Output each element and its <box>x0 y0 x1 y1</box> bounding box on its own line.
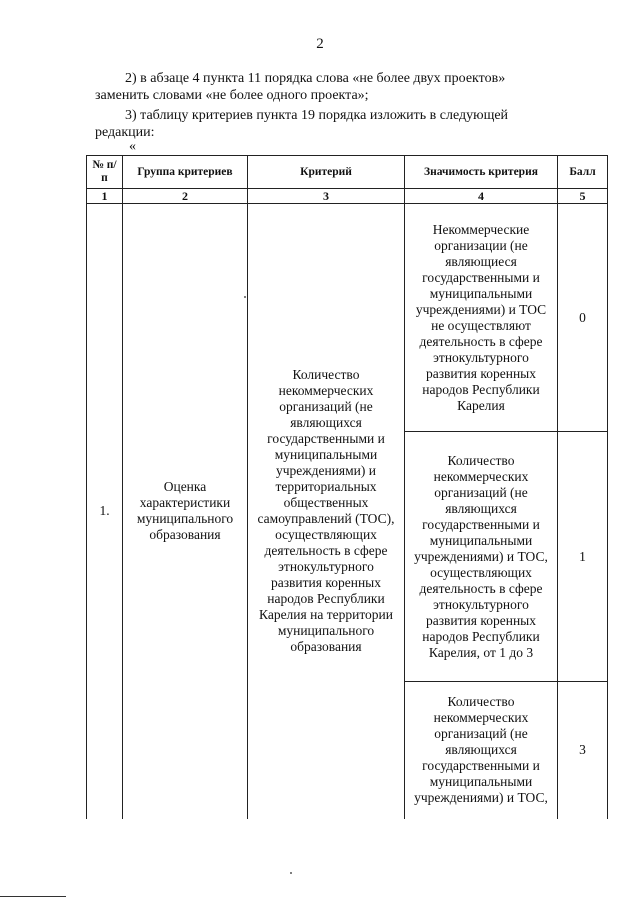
header-group: Группа критериев <box>123 156 248 189</box>
score-cell: 1 <box>558 432 608 682</box>
column-number: 5 <box>558 189 608 204</box>
criteria-group: Оценка характеристики муниципального образования <box>123 204 248 819</box>
paragraph-line: заменить словами «не более одного проекта»; <box>95 88 369 103</box>
paragraph-line: 3) таблицу критериев пункта 19 порядка изложить в следующей <box>125 108 509 123</box>
paragraph-line: 2) в абзаце 4 пункта 11 порядка слова «не более двух проектов» <box>125 71 506 86</box>
footnote-rule <box>0 896 66 897</box>
paragraph-line: редакции: <box>95 125 155 140</box>
column-number: 3 <box>248 189 405 204</box>
significance-cell: Количество некоммерческих организаций (не являющихся государственными и муниципальными учреждениями) и ТОС, осуществляющих деятельность в сфере этнокультурного развития коренных народов Республики Карелия, от 1 до 3 <box>405 432 558 682</box>
header-number: № п/п <box>87 156 123 189</box>
scan-speck <box>290 872 292 874</box>
table-header-row <box>87 156 608 189</box>
header-score: Балл <box>558 156 608 189</box>
paragraph-abzac-amendment <box>95 70 603 104</box>
column-numbers-row <box>87 189 608 204</box>
column-number: 2 <box>123 189 248 204</box>
score-cell: 3 <box>558 682 608 819</box>
criterion-text: Количество некоммерческих организаций (не являющихся государственными и муниципальными учреждениями) и территориальных общественных самоуправлений (ТОС), осуществляющих деятельность в сфере этнокультурного развития коренных народов Республики Карелия на территории муниципального образования <box>248 204 405 819</box>
paragraph-table-amendment <box>95 107 603 141</box>
significance-cell: Количество некоммерческих организаций (не являющихся государственными и муниципальными учреждениями) и ТОС, <box>405 682 558 819</box>
column-number: 4 <box>405 189 558 204</box>
criteria-table <box>86 155 608 819</box>
column-number: 1 <box>87 189 123 204</box>
row-number: 1. <box>87 204 123 819</box>
scan-speck <box>244 296 246 298</box>
header-significance: Значимость критерия <box>405 156 558 189</box>
header-criterion: Критерий <box>248 156 405 189</box>
opening-quote-mark: « <box>129 139 136 154</box>
significance-cell: Некоммерческие организации (не являющиеся государственными и муниципальными учреждениями) и ТОС не осуществляют деятельность в сфере этнокультурного развития коренных народов Республики Карелия <box>405 204 558 432</box>
score-cell: 0 <box>558 204 608 432</box>
page-number: 2 <box>316 36 324 52</box>
table-row <box>87 204 608 432</box>
